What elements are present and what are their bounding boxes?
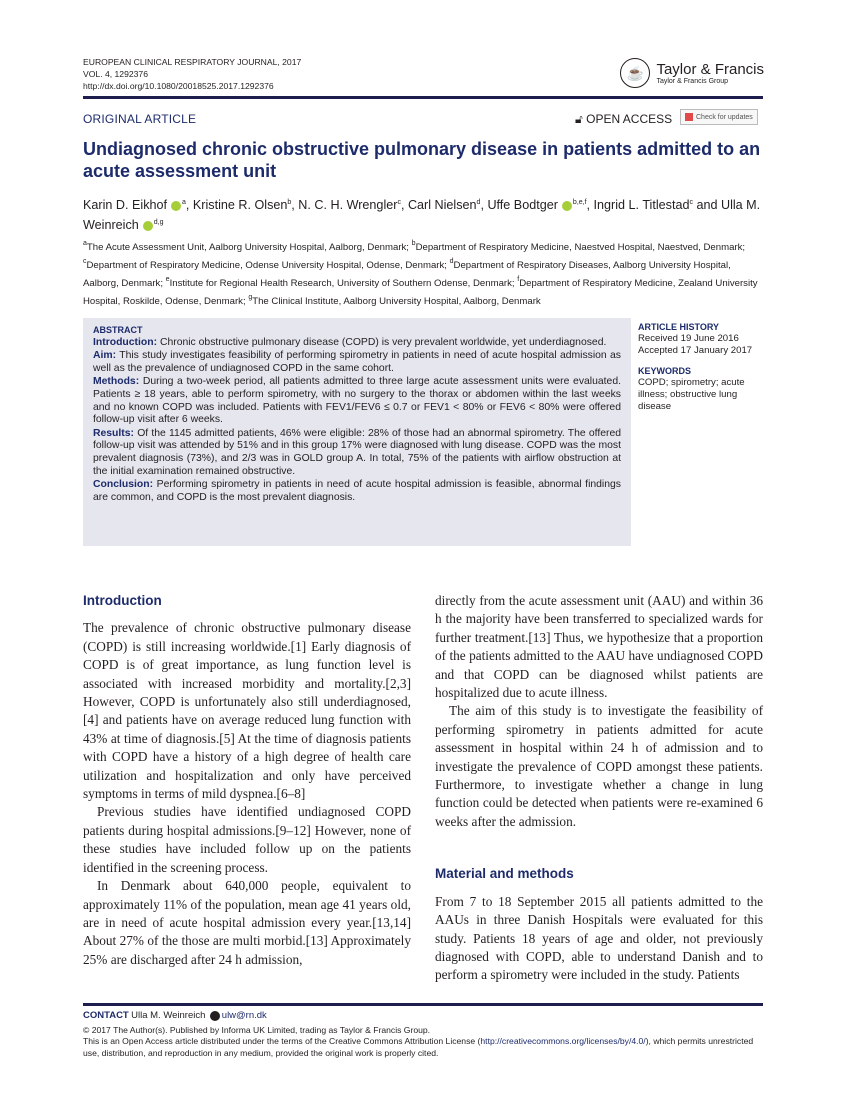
author-affiliation-mark: d,g bbox=[153, 219, 164, 226]
license-text: This is an Open Access article distributed under the terms of the Creative Commons Attribution License (http://creativecommons.org/licenses/by/4.0/), which permits unrestricted use, distribution, and reproduction in any medium, provided the original work is properly cited. bbox=[83, 1036, 754, 1058]
abstract-label: Introduction: bbox=[93, 336, 158, 348]
introduction-heading: Introduction bbox=[83, 593, 162, 608]
affiliation: Department of Respiratory Medicine, Odense University Hospital, Odense, Denmark; bbox=[86, 260, 447, 271]
affiliation: The Acute Assessment Unit, Aalborg University Hospital, Aalborg, Denmark; bbox=[86, 242, 409, 253]
publisher-group: Taylor & Francis Group bbox=[656, 77, 729, 85]
copyright: © 2017 The Author(s). Published by Informa UK Limited, trading as Taylor & Francis Group. bbox=[83, 1024, 431, 1035]
journal-header bbox=[83, 56, 301, 92]
affiliation-mark: e bbox=[165, 276, 170, 283]
affiliation-mark: f bbox=[517, 276, 520, 283]
affiliation-mark: a bbox=[83, 240, 87, 247]
doi-link[interactable]: http://dx.doi.org/10.1080/20018525.2017.1292376 bbox=[83, 81, 274, 91]
author-affiliation-mark: b,e,f bbox=[572, 199, 587, 206]
affiliations bbox=[83, 237, 765, 309]
author-name: Uffe Bodtger bbox=[487, 198, 558, 212]
footer bbox=[83, 1010, 765, 1059]
keywords-text: COPD; spirometry; acute illness; obstructive lung disease bbox=[638, 377, 745, 412]
affiliation-mark: c bbox=[83, 258, 87, 265]
article-title: Undiagnosed chronic obstructive pulmonary disease in patients admitted to an acute assessment unit bbox=[83, 139, 761, 181]
author-affiliation-mark: a bbox=[182, 199, 186, 206]
author bbox=[594, 198, 693, 212]
author-affiliation-mark: b bbox=[287, 199, 292, 206]
author-list: Karin D. Eikhof $^a$, Kristine R. Olsen$^b$, N. C. H. Wrengler$^c$, Carl Nielsen$^d$, Uffe Bodtger $^{b,e,f}$, Ingrid L. Titlestad$^c$ and Ulla M. Weinreich $^{d,g}$ bbox=[83, 198, 761, 232]
author-affiliation-mark: d bbox=[476, 199, 481, 206]
author-affiliation-mark: c bbox=[397, 199, 401, 206]
author bbox=[193, 198, 291, 212]
abstract-text: During a two-week period, all patients admitted to three large acute assessment units were evaluated. Patients ≥ 18 years, able to perform spirometry, with no surgery to the thorax or abdomen within the last weeks and no known COPD was included. Patients with FEV1/FEV6 ≤ 0.7 or FEV1 < 80% or FEV6 < 80% were offered follow-up visit after 6 weeks. bbox=[93, 376, 622, 426]
license-link[interactable]: http://creativecommons.org/licenses/by/4.0/ bbox=[480, 1036, 646, 1046]
contact-label: CONTACT bbox=[83, 1010, 129, 1021]
left-column bbox=[83, 592, 411, 969]
abstract-label: Conclusion: bbox=[93, 479, 154, 491]
orcid-icon[interactable] bbox=[562, 201, 572, 211]
check-for-updates-button[interactable] bbox=[680, 109, 758, 125]
journal-name: EUROPEAN CLINICAL RESPIRATORY JOURNAL, 2017 bbox=[83, 57, 302, 67]
author bbox=[83, 198, 186, 212]
open-access-label: OPEN ACCESS bbox=[586, 112, 673, 126]
author-name: Karin D. Eikhof bbox=[83, 198, 167, 212]
affiliation-mark: b bbox=[411, 240, 416, 247]
paragraph: The aim of this study is to investigate the feasibility of performing spirometry in patients admitted for acute assessment in hospital within 24 h of admission and to investigate the prevalence of COPD amongst these patients. Furthermore, to investigate whether a change in lung function could be detected when patients were re-examined 6 weeks after the admission. bbox=[435, 703, 763, 829]
footer-rule bbox=[83, 1003, 763, 1006]
keywords-heading: KEYWORDS bbox=[638, 366, 692, 376]
abstract-label: Results: bbox=[93, 427, 134, 439]
email-icon bbox=[210, 1011, 220, 1021]
article-sidebar bbox=[638, 321, 768, 413]
abstract-text: Performing spirometry in patients in need of acute hospital admission is feasible, abnormal findings are common, and COPD is the most prevalent diagnosis. bbox=[93, 479, 621, 503]
open-access-badge bbox=[575, 112, 672, 127]
lamp-icon: ☕ bbox=[620, 58, 650, 88]
contact-email[interactable]: ulw@rn.dk bbox=[221, 1010, 267, 1021]
abstract-text: This study investigates feasibility of performing spirometry in patients in need of acute hospital admission as well as the prevalence of undiagnosed COPD in the same cohort. bbox=[93, 350, 621, 374]
affiliation: Department of Respiratory Medicine, Zealand University Hospital, Roskilde, Odense, Denmark; bbox=[83, 278, 758, 307]
affiliation: The Clinical Institute, Aalborg University Hospital, Aalborg, Denmark bbox=[252, 296, 541, 307]
abstract-text: Of the 1145 admitted patients, 46% were eligible: 28% of those had an abnormal spirometry. The offered follow-up visit was attended by 51% and in this group 17% were diagnosed with lung disease. COPD was the most prevalent diagnosis (73%), and 2/3 was in GOLD group A. In total, 75% of the patients with airflow obstruction at the initial examination remained obstructive. bbox=[93, 427, 622, 477]
paragraph: Previous studies have identified undiagnosed COPD patients during hospital admissions.[9–12] However, none of these studies have included follow up on the patients identified in the screening process. bbox=[83, 804, 411, 875]
author-name: Kristine R. Olsen bbox=[192, 198, 288, 212]
abstract-label: Methods: bbox=[93, 376, 140, 388]
orcid-icon[interactable] bbox=[171, 201, 181, 211]
author bbox=[298, 198, 401, 212]
author-name: Ulla M. Weinreich bbox=[83, 198, 761, 232]
accepted-date: Accepted 17 January 2017 bbox=[638, 345, 753, 356]
abstract-label: Aim: bbox=[93, 350, 117, 362]
publisher-logo bbox=[620, 58, 764, 88]
author-name: N. C. H. Wrengler bbox=[298, 198, 398, 212]
affiliation-mark: d bbox=[449, 258, 454, 265]
author-name: Carl Nielsen bbox=[407, 198, 477, 212]
orcid-icon[interactable] bbox=[143, 221, 153, 231]
author bbox=[408, 198, 481, 212]
contact-name: Ulla M. Weinreich bbox=[131, 1010, 206, 1021]
received-date: Received 19 June 2016 bbox=[638, 333, 739, 344]
methods-heading: Material and methods bbox=[435, 866, 574, 882]
header-rule bbox=[83, 96, 763, 99]
author-name: Ingrid L. Titlestad bbox=[593, 198, 690, 212]
check-updates-label: Check for updates bbox=[696, 113, 753, 121]
open-lock-icon: 🔓︎ bbox=[575, 112, 583, 126]
affiliation: Department of Respiratory Medicine, Naestved Hospital, Naestved, Denmark; bbox=[415, 242, 746, 253]
right-column bbox=[435, 592, 763, 985]
journal-volume: VOL. 4, 1292376 bbox=[83, 69, 148, 79]
author bbox=[487, 198, 586, 212]
affiliation: Department of Respiratory Diseases, Aalborg University Hospital, Aalborg, Denmark; bbox=[83, 260, 731, 289]
abstract-section bbox=[93, 376, 621, 426]
abstract-section bbox=[93, 350, 621, 375]
affiliation: Institute for Regional Health Research, University of Southern Odense, Denmark; bbox=[169, 278, 515, 289]
paragraph: In Denmark about 640,000 people, equivalent to approximately 11% of the population, mean age 41 years old, are in need of acute hospital admission every year.[13,14] About 27% of the those are multi morbid.[13] Approximately 25% are discharged after 24 h admission, bbox=[83, 878, 411, 967]
paragraph: From 7 to 18 September 2015 all patients admitted to the AAUs in three Danish Hospitals were evaluated for this study. Patients 18 years of age and older, not previously diagnosed with COPD, able to understand Danish and to perform a spirometry were included in the study. Patients bbox=[435, 893, 763, 983]
publisher-name: Taylor & Francis bbox=[656, 60, 764, 78]
abstract-text: Chronic obstructive pulmonary disease (COPD) is very prevalent worldwide, yet underdiagnosed. bbox=[159, 336, 607, 348]
affiliation-mark: g bbox=[248, 294, 253, 301]
abstract-box bbox=[83, 318, 631, 546]
paragraph: The prevalence of chronic obstructive pulmonary disease (COPD) is still increasing worldwide.[1] Early diagnosis of COPD is of great importance, as lung function level is associated with increased morbidity and mortality.[2,3] However, COPD is unfortunately also still underdiagnosed,[4] and patients have on average reduced lung function with 43% at time of diagnosis.[5] At the time of diagnosis patients with COPD have a history of a high degree of health care utilization and hospitalization and only have perceived symptoms in terms of mild dyspnea.[6–8] bbox=[83, 620, 411, 802]
abstract-heading: ABSTRACT bbox=[93, 325, 143, 335]
authors-and: and bbox=[696, 198, 718, 212]
abstract-section bbox=[93, 479, 621, 504]
article-type: ORIGINAL ARTICLE bbox=[83, 112, 197, 126]
abstract-section bbox=[93, 428, 621, 478]
abstract-section bbox=[93, 337, 621, 350]
crossmark-icon bbox=[685, 113, 693, 121]
paragraph: directly from the acute assessment unit (AAU) and within 36 h the majority have been transferred to specialized wards for further treatment.[13] Thus, we hypothesize that a proportion of the patients admitted to the AAU have undiagnosed COPD and that COPD can be diagnosed whilst patients are hospitalized due to acute illness. bbox=[435, 593, 763, 701]
history-heading: ARTICLE HISTORY bbox=[638, 322, 720, 332]
author-affiliation-mark: c bbox=[689, 199, 693, 206]
